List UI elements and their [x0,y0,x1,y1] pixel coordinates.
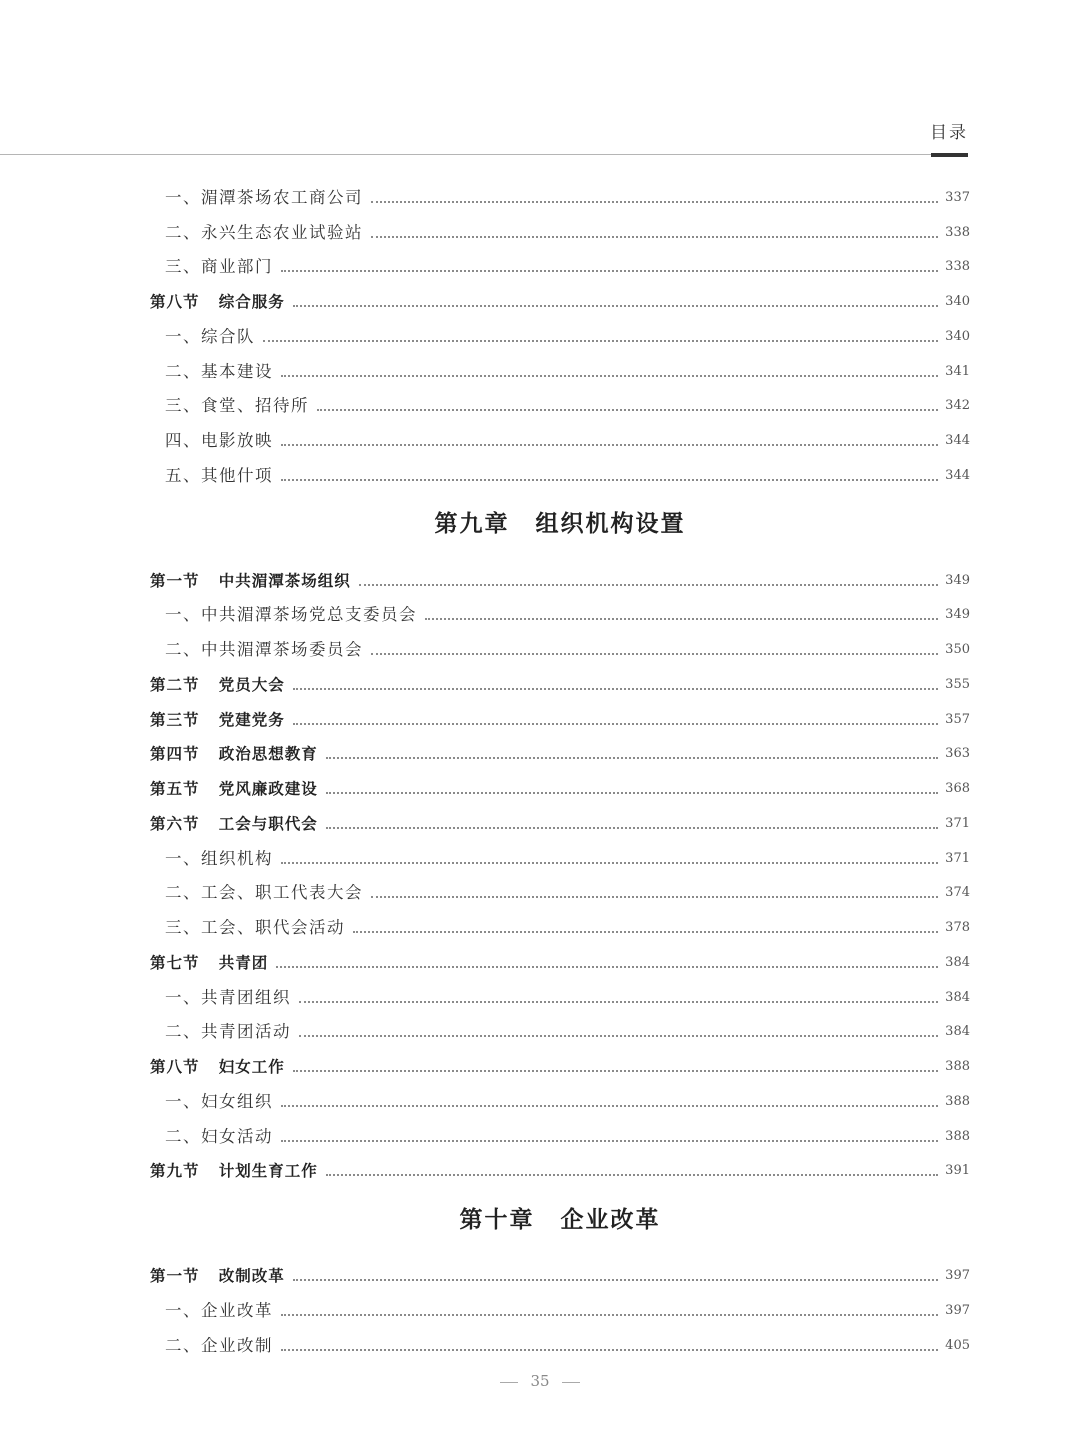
header-title: 目录 [930,123,968,143]
chapter-number: 第十章 [459,1205,535,1233]
toc-section-entry[interactable] [150,731,970,766]
toc-entry-label: 一、共青团组织 [165,987,291,1007]
dot-leader [276,965,938,968]
toc-subsection-entry[interactable] [150,1322,970,1357]
chapter-heading [150,487,970,557]
dot-leader [326,756,938,759]
toc-page-number: 384 [945,954,970,970]
dot-leader [281,443,938,446]
dot-leader [359,583,938,586]
dot-leader [371,235,938,238]
table-of-contents [150,174,970,1357]
toc-page-number: 388 [945,1128,970,1144]
toc-section-entry[interactable] [150,557,970,592]
toc-page-number: 405 [945,1337,970,1353]
toc-entry-label: 第二节 党员大会 [150,675,285,694]
toc-page-number: 357 [945,711,970,727]
toc-subsection-entry[interactable] [150,592,970,627]
toc-page-number: 388 [945,1059,970,1074]
dot-leader [281,861,938,864]
toc-subsection-entry[interactable] [150,835,970,870]
toc-entry-label: 四、电影放映 [165,431,273,450]
footer-dash-right [562,1382,580,1383]
dot-leader [293,304,938,307]
toc-page-number: 391 [945,1163,970,1179]
toc-page-number: 350 [945,642,970,657]
toc-page-number: 384 [945,1024,970,1040]
toc-entry-label: 一、中共湄潭茶场党总支委员会 [165,605,417,625]
toc-page-number: 340 [945,328,970,344]
toc-entry-label: 第七节 共青团 [150,953,269,972]
dot-leader [281,374,938,377]
toc-entry-label: 第四节 政治思想教育 [150,745,318,764]
toc-subsection-entry[interactable] [150,209,970,244]
header-rule [0,154,968,155]
toc-page-number: 344 [945,467,970,483]
toc-subsection-entry[interactable] [150,313,970,348]
toc-entry-label: 第八节 综合服务 [150,293,285,311]
toc-page-number: 388 [945,1093,970,1109]
toc-entry-label: 一、企业改革 [165,1300,273,1320]
toc-entry-label: 三、商业部门 [165,257,273,277]
toc-subsection-entry[interactable] [150,626,970,661]
toc-section-entry[interactable] [150,800,970,835]
header-accent-bar [931,153,968,157]
toc-page-number: 397 [945,1268,970,1283]
toc-entry-label: 第一节 改制改革 [150,1267,285,1285]
dot-leader [299,1034,938,1037]
dot-leader [326,1173,938,1176]
dot-leader [353,930,938,933]
dot-leader [371,652,938,655]
page-footer [0,1372,1080,1390]
dot-leader [293,722,938,725]
toc-entry-label: 第八节 妇女工作 [150,1058,285,1076]
toc-section-entry[interactable] [150,765,970,800]
toc-entry-label: 一、妇女组织 [165,1091,273,1111]
toc-page-number: 349 [945,572,970,588]
toc-page-number: 338 [945,224,970,240]
toc-section-entry[interactable] [150,939,970,974]
dot-leader [281,1313,938,1316]
toc-entry-label: 一、综合队 [165,326,255,346]
dot-leader [281,1348,938,1351]
chapter-number: 第九章 [434,510,510,538]
toc-subsection-entry[interactable] [150,348,970,383]
toc-subsection-entry[interactable] [150,174,970,209]
toc-subsection-entry[interactable] [150,417,970,452]
toc-section-entry[interactable] [150,278,970,313]
dot-leader [281,1104,938,1107]
dot-leader [317,408,938,411]
toc-page-number: 368 [945,781,970,796]
toc-entry-label: 第六节 工会与职代会 [150,814,318,833]
dot-leader [299,1000,938,1003]
toc-page-number: 337 [945,189,970,205]
toc-entry-label: 二、中共湄潭茶场委员会 [165,640,363,659]
toc-entry-label: 二、永兴生态农业试验站 [165,222,363,242]
toc-subsection-entry[interactable] [150,974,970,1009]
toc-section-entry[interactable] [150,661,970,696]
dot-leader [293,687,938,690]
dot-leader [293,1278,938,1281]
toc-entry-label: 二、工会、职工代表大会 [165,883,363,903]
toc-entry-label: 二、企业改制 [165,1335,273,1355]
toc-subsection-entry[interactable] [150,1078,970,1113]
toc-page-number: 371 [945,815,970,831]
toc-entry-label: 二、基本建设 [165,361,273,381]
toc-entry-label: 一、组织机构 [165,848,273,868]
toc-subsection-entry[interactable] [150,1009,970,1044]
toc-page-number: 344 [945,433,970,448]
toc-page-number: 340 [945,294,970,309]
toc-entry-label: 二、妇女活动 [165,1126,273,1146]
footer-dash-left [500,1382,518,1383]
dot-leader [281,269,938,272]
toc-subsection-entry[interactable] [150,1287,970,1322]
toc-page-number: 378 [945,920,970,935]
dot-leader [326,791,938,794]
toc-page-number: 341 [945,363,970,379]
dot-leader [281,478,938,481]
page-number: 35 [530,1372,550,1390]
toc-subsection-entry[interactable] [150,452,970,487]
toc-subsection-entry[interactable] [150,1113,970,1148]
toc-entry-label: 第一节 中共湄潭茶场组织 [150,571,351,590]
toc-page-number: 349 [945,607,970,623]
toc-entry-label: 三、食堂、招待所 [165,396,309,416]
toc-subsection-entry[interactable] [150,383,970,418]
toc-page-number: 355 [945,676,970,692]
dot-leader [371,895,938,898]
toc-page-number: 363 [945,746,970,762]
toc-entry-label: 二、共青团活动 [165,1022,291,1042]
toc-section-entry[interactable] [150,1043,970,1078]
dot-leader [326,826,938,829]
toc-subsection-entry[interactable] [150,244,970,279]
toc-page-number: 384 [945,989,970,1005]
toc-entry-label: 三、工会、职代会活动 [165,918,345,937]
toc-entry-label: 第五节 党风廉政建设 [150,780,318,798]
toc-entry-label: 第三节 党建党务 [150,710,285,729]
toc-page-number: 374 [945,885,970,901]
chapter-title: 组织机构设置 [535,510,686,538]
toc-entry-label: 第九节 计划生育工作 [150,1162,318,1181]
toc-subsection-entry[interactable] [150,870,970,905]
toc-entry-label: 一、湄潭茶场农工商公司 [165,187,363,207]
chapter-heading [150,1182,970,1252]
dot-leader [263,339,938,342]
toc-page-number: 397 [945,1302,970,1318]
toc-page-number: 342 [945,398,970,414]
dot-leader [425,617,938,620]
dot-leader [293,1069,938,1072]
toc-subsection-entry[interactable] [150,904,970,939]
dot-leader [371,200,938,203]
toc-section-entry[interactable] [150,1252,970,1287]
dot-leader [281,1139,938,1142]
toc-section-entry[interactable] [150,696,970,731]
toc-page-number: 338 [945,259,970,275]
toc-section-entry[interactable] [150,1148,970,1183]
chapter-title: 企业改革 [560,1205,661,1233]
toc-entry-label: 五、其他什项 [165,465,273,485]
toc-page-number: 371 [945,850,970,866]
